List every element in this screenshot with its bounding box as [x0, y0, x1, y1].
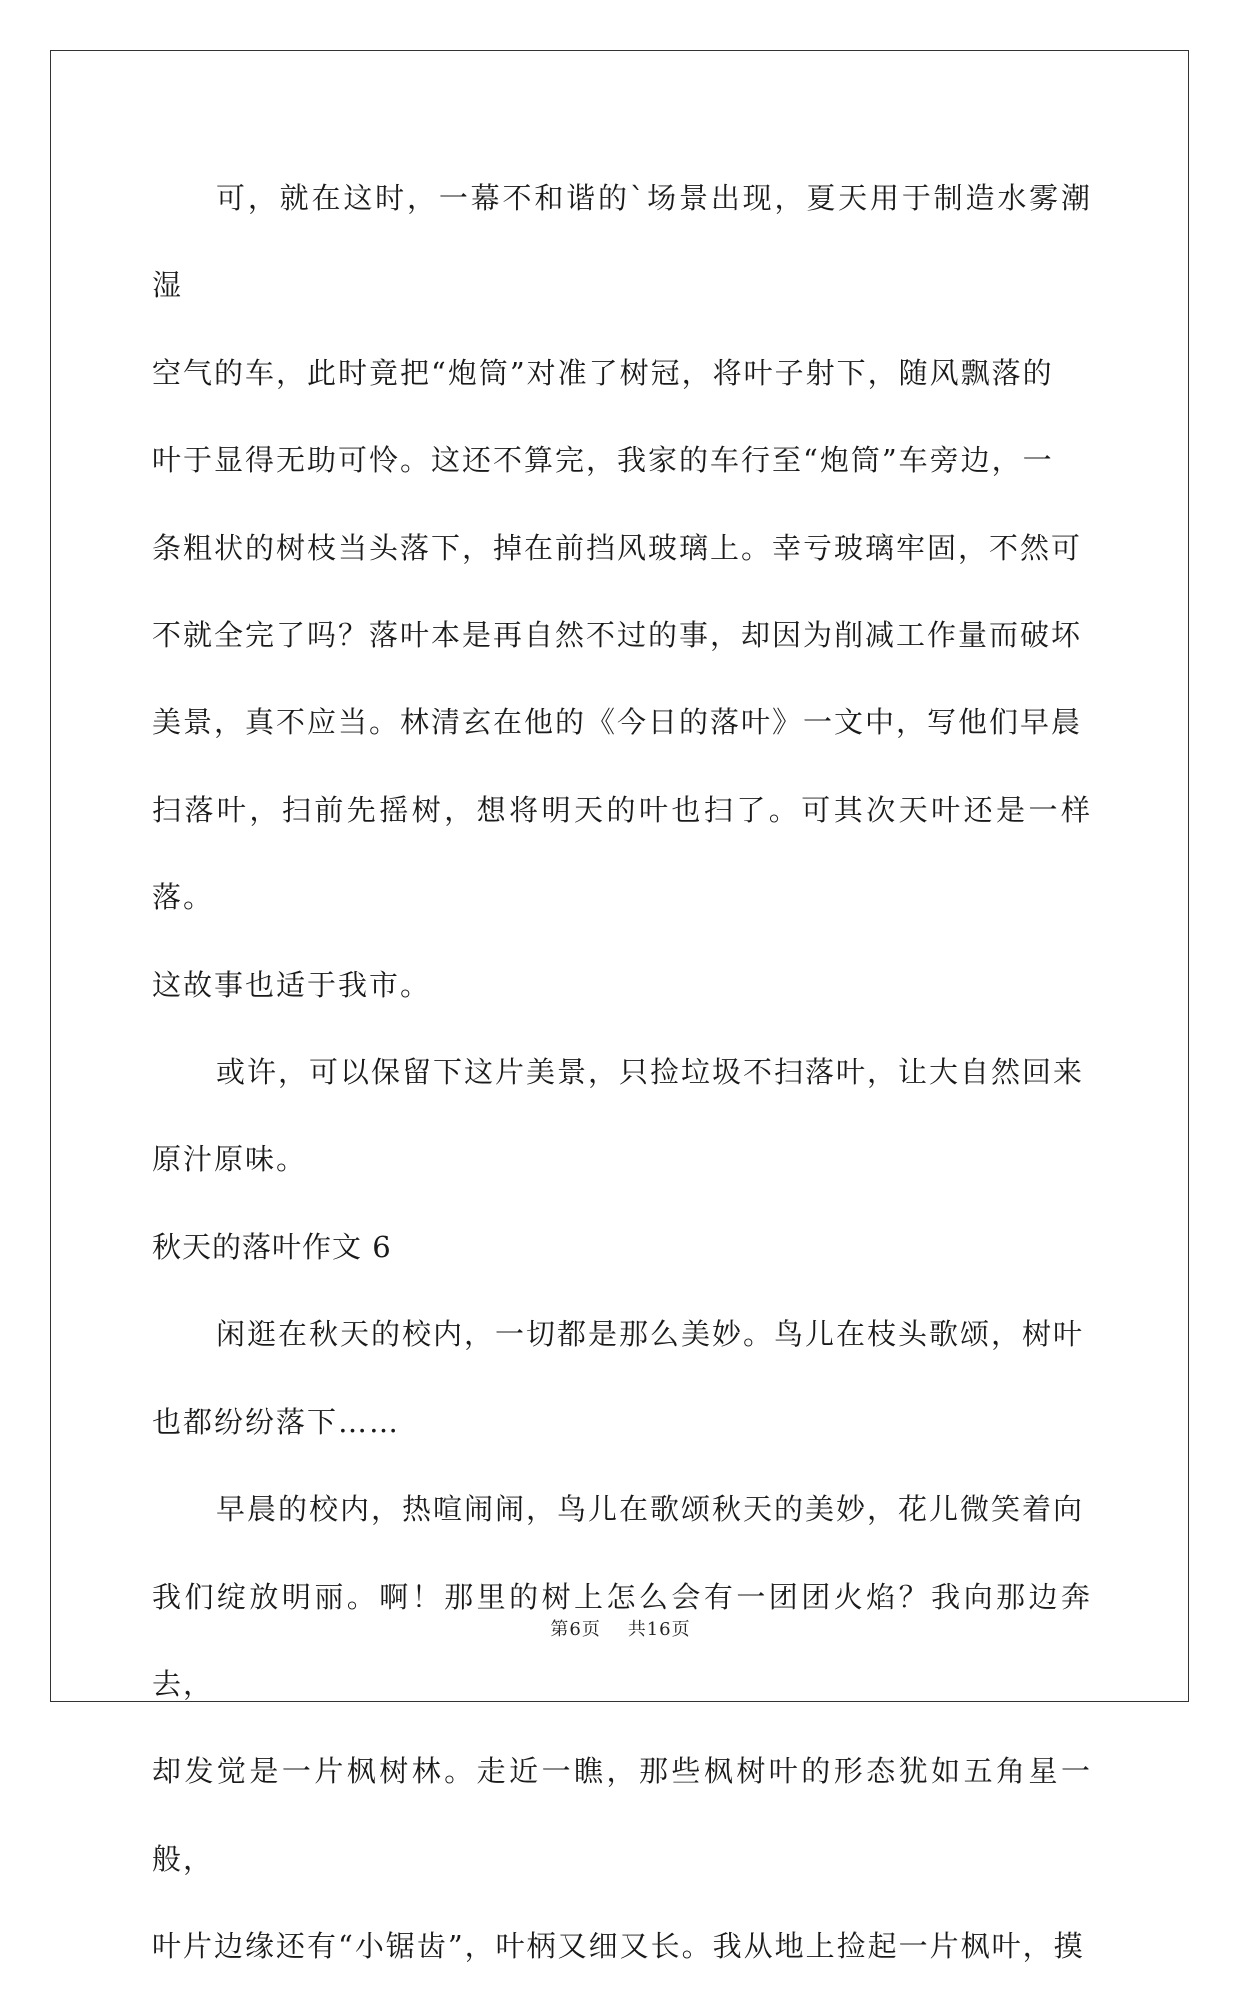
page-footer — [0, 1615, 1241, 1641]
paragraph-container — [152, 155, 1092, 1991]
footer-total-pages: 16 — [646, 1619, 672, 1640]
text-line: 也都纷纷落下…… — [152, 1404, 401, 1439]
body-paragraph — [152, 1291, 1092, 1466]
text-line: 美景，真不应当。林清玄在他的《今日的落叶》一文中，写他们早晨 — [152, 705, 1083, 740]
footer-gap — [601, 1619, 628, 1640]
text-line: 叶于显得无助可怜。这还不算完，我家的车行至“炮筒”车旁边，一 — [152, 443, 1054, 478]
text-line: 或许，可以保留下这片美景，只捡垃圾不扫落叶，让大自然回来 — [216, 1055, 1085, 1090]
text-line: 却发觉是一片枫树林。走近一瞧，那些枫树叶的形态犹如五角星一般， — [152, 1754, 1092, 1876]
text-line: 原汁原味。 — [152, 1142, 308, 1177]
body-paragraph — [152, 1466, 1092, 1990]
document-body — [152, 155, 1092, 1991]
section-heading — [152, 1204, 1092, 1291]
text-line: 叶片边缘还有“小锯齿”，叶柄又细又长。我从地上捡起一片枫叶，摸 — [152, 1929, 1085, 1964]
body-paragraph — [152, 155, 1092, 1029]
text-line: 扫落叶，扫前先摇树，想将明天的叶也扫了。可其次天叶还是一样落。 — [152, 792, 1092, 915]
footer-total-prefix: 共 — [627, 1619, 647, 1640]
text-line: 闲逛在秋天的校内，一切都是那么美妙。鸟儿在枝头歌颂，树叶 — [216, 1317, 1085, 1352]
text-line: 不就全完了吗？落叶本是再自然不过的事，却因为削减工作量而破坏 — [152, 618, 1083, 653]
text-line: 这故事也适于我市。 — [152, 967, 432, 1002]
text-line: 早晨的校内，热喧闹闹，鸟儿在歌颂秋天的美妙，花儿微笑着向 — [216, 1492, 1085, 1527]
text-line: 秋天的落叶作文 6 — [152, 1229, 392, 1264]
footer-total-suffix: 页 — [671, 1619, 691, 1640]
body-paragraph — [152, 1029, 1092, 1204]
footer-current-page: 6 — [569, 1619, 582, 1640]
text-line: 条粗状的树枝当头落下，掉在前挡风玻璃上。幸亏玻璃牢固，不然可 — [152, 530, 1083, 565]
text-line: 空气的车，此时竟把“炮筒”对准了树冠，将叶子射下，随风飘落的 — [152, 355, 1054, 390]
footer-current-prefix: 第 — [550, 1619, 570, 1640]
text-line: 我们绽放明丽。啊！那里的树上怎么会有一团团火焰？我向那边奔去， — [152, 1579, 1092, 1701]
footer-current-suffix: 页 — [581, 1619, 601, 1640]
text-line: 可，就在这时，一幕不和谐的`场景出现，夏天用于制造水雾潮湿 — [152, 181, 1092, 303]
